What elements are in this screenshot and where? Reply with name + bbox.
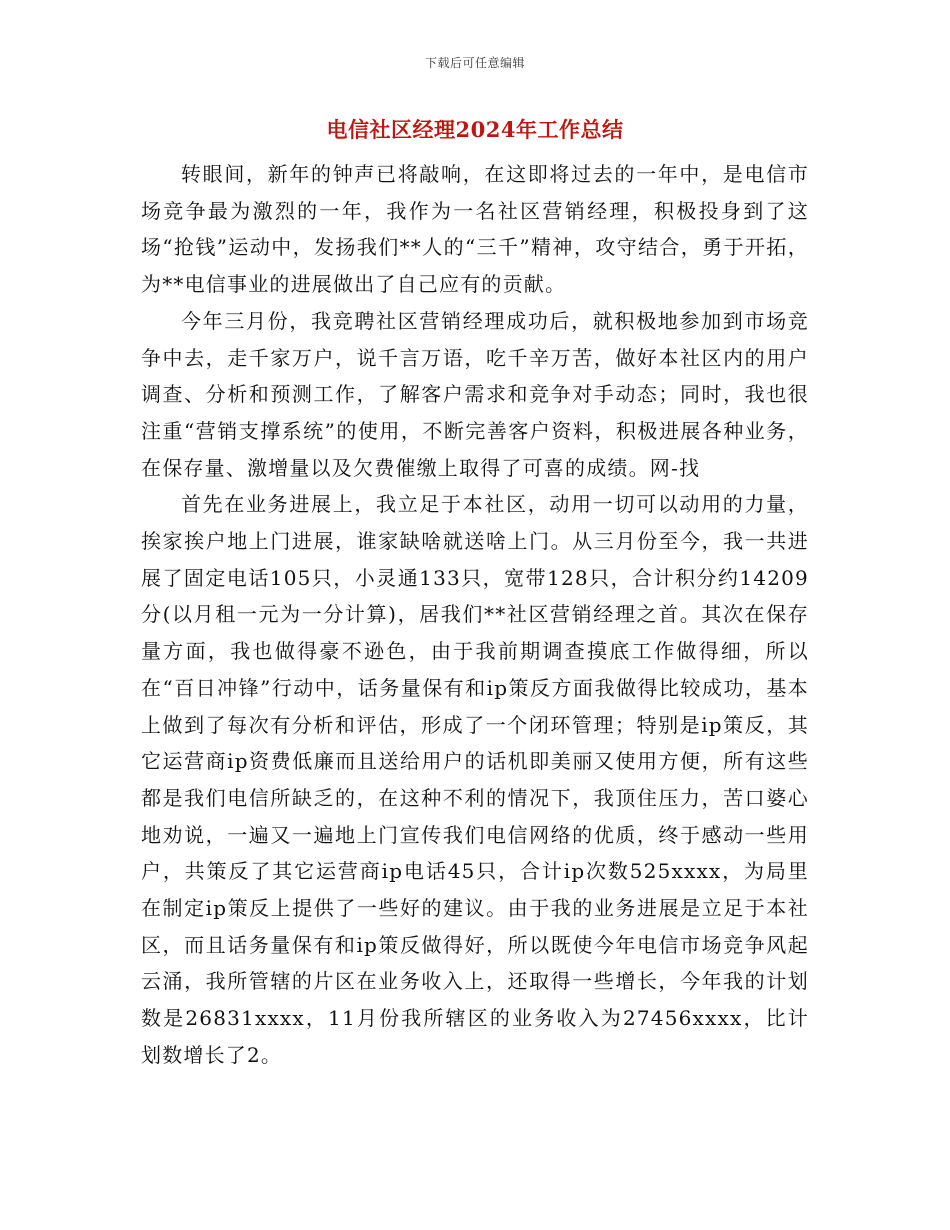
header-note: 下载后可任意编辑: [424, 56, 525, 70]
paragraph-march: 今年三月份，我竞聘社区营销经理成功后，就积极地参加到市场竞争中去，走千家万户，说千言万语，吃千辛万苦，做好本社区内的用户调查、分析和预测工作，了解客户需求和竞争对手动态；同时，我也很注重“营销支撑系统”的使用，不断完善客户资料，积极进展各种业务，在保存量、激增量以及欠费催缴上取得了可喜的成绩。网-找: [141, 308, 809, 480]
paragraph-intro: 转眼间，新年的钟声已将敲响，在这即将过去的一年中，是电信市场竞争最为激烈的一年，我作为一名社区营销经理，积极投身到了这场“抢钱”运动中，发扬我们**人的“三千”精神，攻守结合，勇于开拓，为**电信事业的进展做出了自己应有的贡献。: [141, 162, 809, 297]
document-title: 电信社区经理2024年工作总结: [326, 117, 624, 142]
document-body: [141, 156, 809, 1074]
paragraph-business: 首先在业务进展上，我立足于本社区，动用一切可以动用的力量，挨家挨户地上门进展，谁家缺啥就送啥上门。从三月份至今，我一共进展了固定电话105只，小灵通133只，宽带128只，合计积分约14209分(以月租一元为一分计算)，居我们**社区营销经理之首。其次在保存量方面，我也做得豪不逊色，由于我前期调查摸底工作做得细，所以在“百日冲锋”行动中，话务量保有和ip策反方面我做得比较成功，基本上做到了每次有分析和评估，形成了一个闭环管理；特别是ip策反，其它运营商ip资费低廉而且送给用户的话机即美丽又使用方便，所有这些都是我们电信所缺乏的，在这种不利的情况下，我顶住压力，苦口婆心地劝说，一遍又一遍地上门宣传我们电信网络的优质，终于感动一些用户，共策反了其它运营商ip电话45只，合计ip次数525xxxx，为局里在制定ip策反上提供了一些好的建议。由于我的业务进展是立足于本社区，而且话务量保有和ip策反做得好，所以既使今年电信市场竞争风起云涌，我所管辖的片区在业务收入上，还取得一些增长，今年我的计划数是26831xxxx，11月份我所辖区的业务收入为27456xxxx，比计划数增长了2。: [141, 492, 809, 1067]
